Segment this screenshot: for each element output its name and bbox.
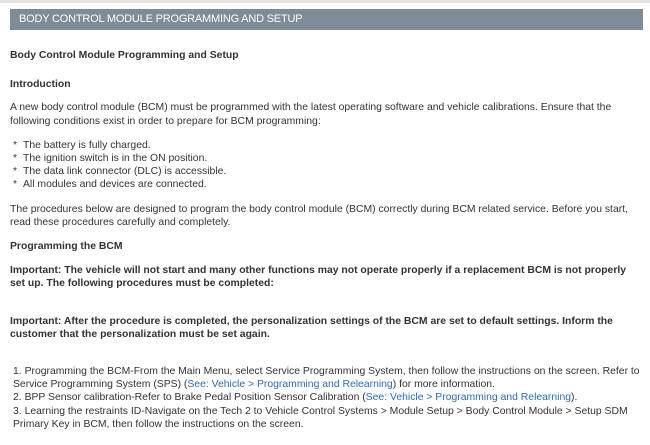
procedure-step: 3. Learning the restraints ID-Navigate on the Tech 2 to Vehicle Control Systems > Module Setup > Body Control Module > Setup SDM Primary Key in BCM, then follow the instructions on the screen.	[13, 405, 628, 430]
condition-item: * The ignition switch is in the ON position.	[13, 153, 208, 165]
programming-heading: Programming the BCM	[10, 241, 123, 253]
section-header	[10, 9, 643, 30]
programming-relearning-link[interactable]: See: Vehicle > Programming and Relearning	[187, 379, 393, 391]
step-number: 1.	[13, 366, 22, 378]
programming-relearning-link[interactable]: See: Vehicle > Programming and Relearning	[365, 392, 572, 404]
step-number: 3.	[13, 405, 22, 417]
conditions-list	[10, 139, 642, 192]
condition-item: * The data link connector (DLC) is accessible.	[13, 166, 227, 178]
procedure-steps	[10, 365, 642, 431]
introduction-heading: Introduction	[10, 78, 71, 90]
important-note-personalization: Important: After the procedure is completed, the personalization settings of the BCM are set to default settings. Inform the customer that the personalization must be set again.	[10, 315, 613, 340]
bullet-marker: *	[13, 139, 18, 151]
section-header-title: BODY CONTROL MODULE PROGRAMMING AND SETUP	[19, 13, 303, 25]
procedures-text: The procedures below are designed to program the body control module (BCM) correctly during BCM related service. Before you start, read these procedures carefully and completely.	[10, 203, 628, 228]
condition-item: * All modules and devices are connected.	[13, 179, 207, 191]
important-note-setup: Important: The vehicle will not start and many other functions may not operate properly if a replacement BCM is not properly set up. The following procedures must be completed:	[10, 265, 627, 290]
top-border	[0, 0, 650, 3]
condition-item: * The battery is fully charged.	[13, 139, 151, 151]
procedure-step: 2. BPP Sensor calibration-Refer to Brake Pedal Position Sensor Calibration (See: Vehicle > Programming and Relearning).	[13, 392, 578, 404]
bullet-marker: *	[13, 153, 18, 165]
procedure-step: 1. Programming the BCM-From the Main Menu, select Service Programming System, then follow the instructions on the screen. Refer to Service Programming System (SPS) (See: Vehicle > Programming and Relearning) for more information.	[13, 366, 640, 391]
document-body	[10, 49, 642, 431]
document-title: Body Control Module Programming and Setup	[10, 50, 239, 61]
bullet-marker: *	[13, 166, 18, 178]
introduction-text: A new body control module (BCM) must be programmed with the latest operating software and vehicle calibrations. Ensure that the following conditions exist in order to prepare for BCM programming:	[10, 102, 612, 127]
bullet-marker: *	[13, 179, 18, 191]
step-number: 2.	[13, 392, 22, 404]
